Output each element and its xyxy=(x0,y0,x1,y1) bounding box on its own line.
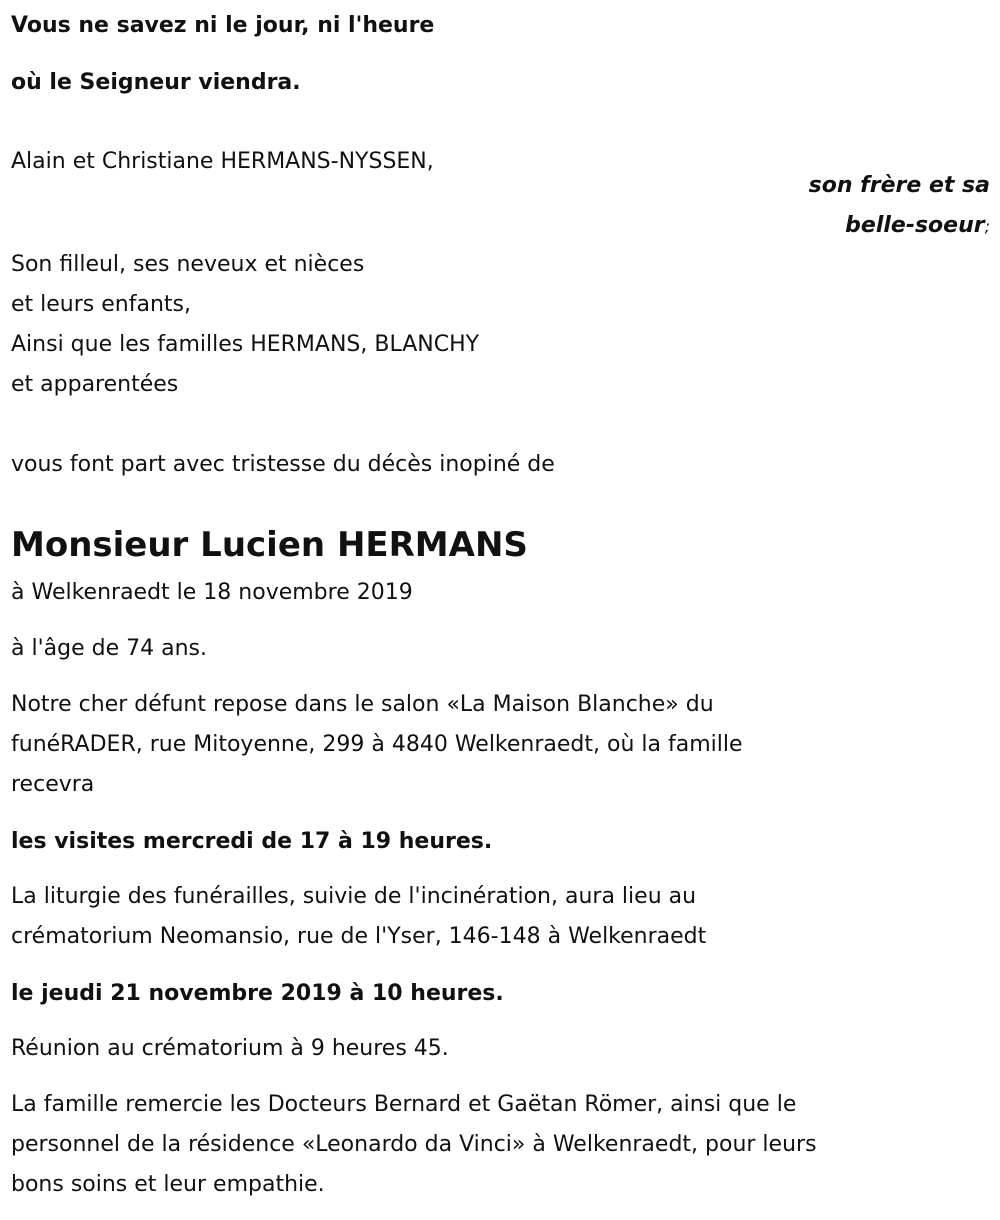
family-line: Ainsi que les familles HERMANS, BLANCHY xyxy=(11,332,480,357)
verse-line-2: où le Seigneur viendra. xyxy=(11,70,301,95)
family-name: Alain et Christiane HERMANS-NYSSEN, xyxy=(11,149,434,174)
announcement: vous font part avec tristesse du décès inopiné de xyxy=(11,452,555,477)
meeting: Réunion au crématorium à 9 heures 45. xyxy=(11,1036,449,1061)
relation-text: belle-soeur xyxy=(845,213,985,238)
age: à l'âge de 74 ans. xyxy=(11,636,207,661)
relation-line-1: son frère et sa xyxy=(808,173,990,198)
visits: les visites mercredi de 17 à 19 heures. xyxy=(11,829,493,854)
thanks-line: bons soins et leur empathie. xyxy=(11,1172,325,1197)
verse-line-1: Vous ne savez ni le jour, ni l'heure xyxy=(11,13,435,38)
repose-line: Notre cher défunt repose dans le salon «La Maison Blanche» du xyxy=(11,692,714,717)
relation-punct: ; xyxy=(984,217,990,236)
family-line: Son filleul, ses neveux et nièces xyxy=(11,252,365,277)
family-line: et apparentées xyxy=(11,372,179,397)
place-date: à Welkenraedt le 18 novembre 2019 xyxy=(11,580,413,605)
thanks-text xyxy=(11,1085,817,1205)
repose-line: funéRADER, rue Mitoyenne, 299 à 4840 Welkenraedt, où la famille xyxy=(11,732,743,757)
thanks-line: La famille remercie les Docteurs Bernard et Gaëtan Römer, ainsi que le xyxy=(11,1092,797,1117)
family-list xyxy=(11,245,479,405)
liturgy-text xyxy=(11,877,706,957)
thanks-line: personnel de la résidence «Leonardo da Vinci» à Welkenraedt, pour leurs xyxy=(11,1132,817,1157)
family-line: et leurs enfants, xyxy=(11,292,191,317)
liturgy-line: La liturgie des funérailles, suivie de l'incinération, aura lieu au xyxy=(11,884,697,909)
liturgy-line: crématorium Neomansio, rue de l'Yser, 146-148 à Welkenraedt xyxy=(11,924,707,949)
repose-text xyxy=(11,685,743,805)
deceased-name: Monsieur Lucien HERMANS xyxy=(11,525,528,565)
ceremony-date: le jeudi 21 novembre 2019 à 10 heures. xyxy=(11,981,504,1006)
repose-line: recevra xyxy=(11,772,95,797)
relation-line-2 xyxy=(845,206,990,247)
